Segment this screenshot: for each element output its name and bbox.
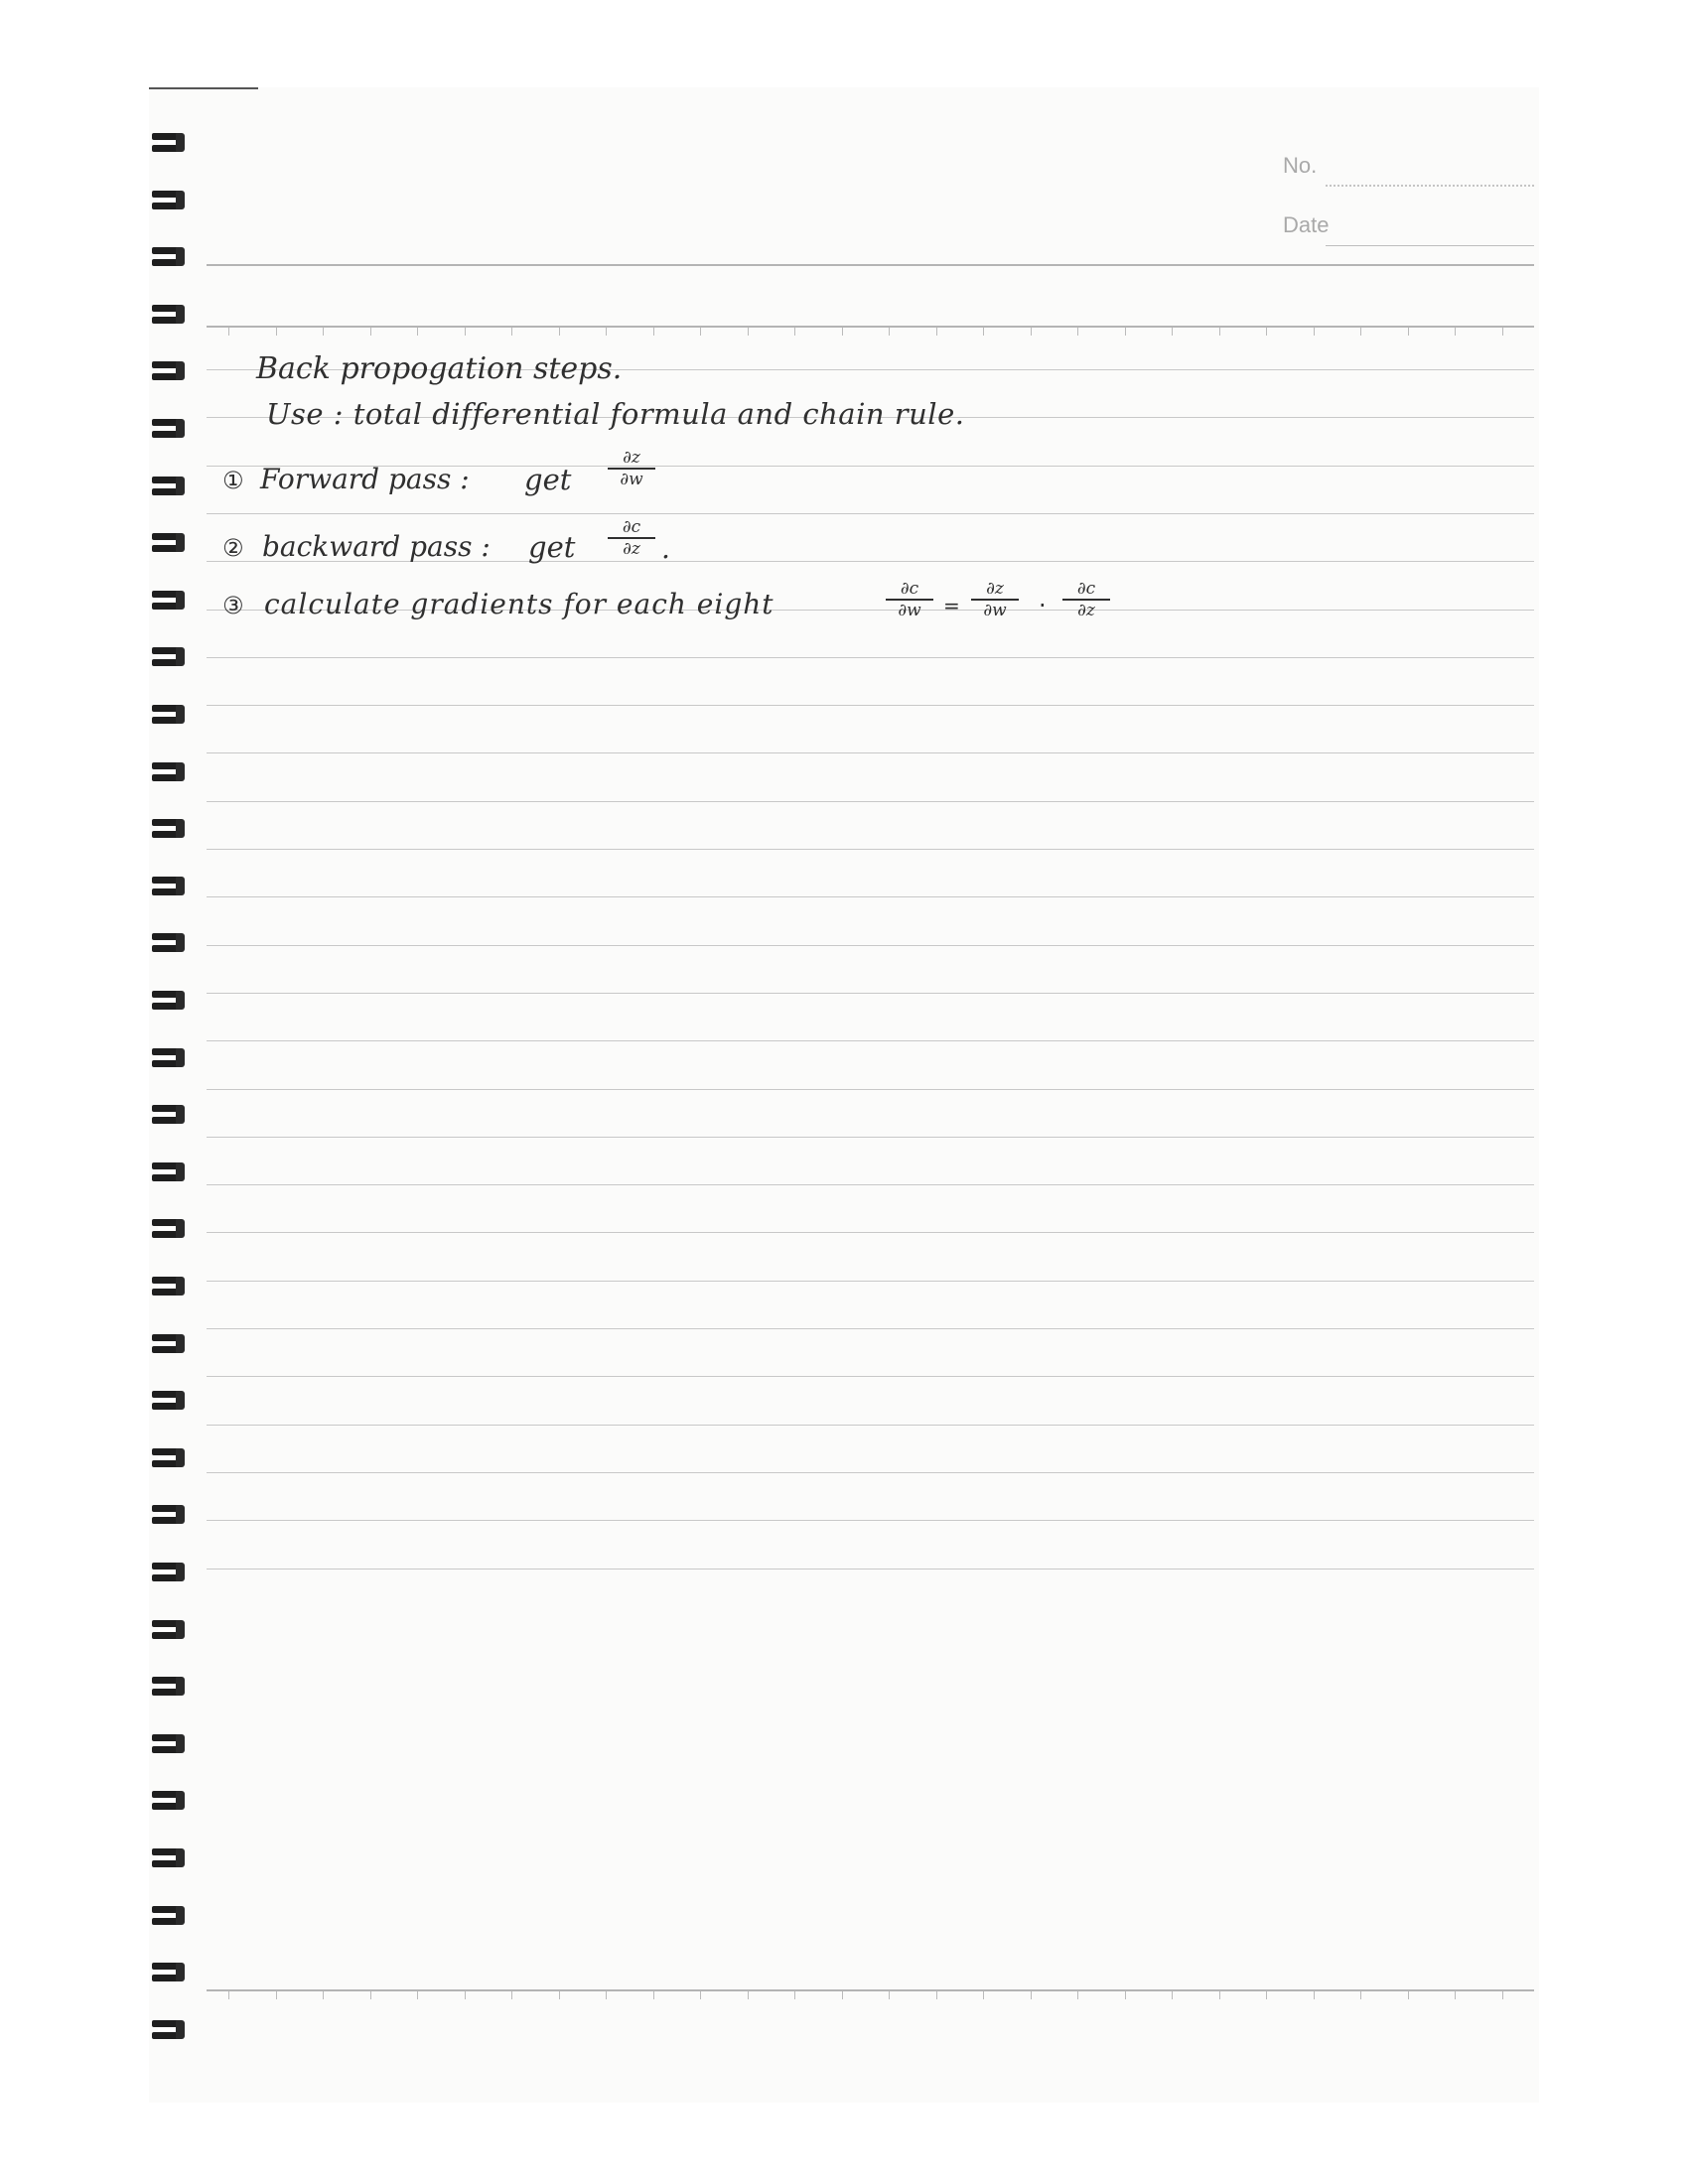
ruler-tick: [276, 328, 277, 336]
step2-get: get: [528, 530, 576, 564]
spiral-ring: [152, 1105, 189, 1125]
step2-frac-den: ∂z: [623, 538, 640, 559]
ruler-tick: [983, 1991, 984, 1999]
step3-r1-den: ∂w: [983, 600, 1007, 620]
ruler-tick: [983, 328, 984, 336]
spiral-ring: [152, 1963, 189, 1982]
ruler-tick: [794, 328, 795, 336]
ruler-tick: [1125, 1991, 1126, 1999]
ruled-line: [207, 1425, 1534, 1426]
ruled-line: [207, 849, 1534, 850]
ruler-tick: [1077, 328, 1078, 336]
spiral-ring: [152, 1391, 189, 1411]
spiral-ring: [152, 1334, 189, 1354]
ruler-tick: [370, 1991, 371, 1999]
ruler-tick: [842, 328, 843, 336]
step3-marker: ③: [222, 592, 244, 619]
spiral-ring: [152, 877, 189, 896]
ruler-tick: [1314, 328, 1315, 336]
ruled-line: [207, 993, 1534, 994]
spiral-ring: [152, 2020, 189, 2040]
ruler-tick: [1172, 328, 1173, 336]
ruler-tick: [1266, 1991, 1267, 1999]
step1-marker: ①: [222, 467, 244, 494]
step2-period: .: [661, 532, 670, 565]
ruler-tick: [1455, 328, 1456, 336]
step3-equals: =: [943, 594, 960, 617]
ruler-tick: [748, 1991, 749, 1999]
ruled-line: [207, 513, 1534, 514]
ruler-tick: [1077, 1991, 1078, 1999]
spiral-ring: [152, 1448, 189, 1468]
step3-lhs-fraction: [886, 580, 933, 619]
spiral-ring: [152, 1848, 189, 1868]
ruler-tick: [228, 1991, 229, 1999]
no-label: No.: [1283, 153, 1318, 178]
ruler-tick: [936, 1991, 937, 1999]
date-label: Date: [1283, 212, 1330, 237]
paper-sheet: [149, 87, 1539, 2103]
ruled-line: [207, 1281, 1534, 1282]
step1-frac-den: ∂w: [620, 469, 643, 489]
ruler-tick: [1031, 1991, 1032, 1999]
ruler-tick: [889, 328, 890, 336]
spiral-ring: [152, 361, 189, 381]
spiral-ring: [152, 591, 189, 611]
ruler-tick: [700, 328, 701, 336]
ruler-tick: [1360, 1991, 1361, 1999]
spiral-ring: [152, 1048, 189, 1068]
ruler-tick: [370, 328, 371, 336]
spiral-ring: [152, 191, 189, 210]
spiral-ring: [152, 1563, 189, 1582]
spiral-ring: [152, 419, 189, 439]
step2-marker: ②: [222, 534, 244, 562]
spiral-ring: [152, 1505, 189, 1525]
no-field-line: [1326, 185, 1534, 187]
ruled-line: [207, 1232, 1534, 1233]
bottom-rule: [207, 1989, 1534, 1991]
spiral-ring: [152, 762, 189, 782]
ruled-line: [207, 1040, 1534, 1041]
step2-label: backward pass :: [262, 530, 491, 563]
ruler-tick: [1502, 328, 1503, 336]
notes-title: Back propogation steps.: [256, 351, 623, 386]
step3-rhs1-fraction: [971, 580, 1019, 619]
ruler-tick: [606, 328, 607, 336]
spiral-ring: [152, 1277, 189, 1297]
ruler-tick: [465, 328, 466, 336]
page-top-edge: [149, 87, 258, 89]
ruler-tick: [1219, 1991, 1220, 1999]
step3-r2-den: ∂z: [1077, 600, 1095, 620]
ruler-tick: [606, 1991, 607, 1999]
ruler-tick: [511, 328, 512, 336]
ruled-line: [207, 1520, 1534, 1521]
spiral-ring: [152, 647, 189, 667]
ruler-tick: [417, 328, 418, 336]
ruler-tick: [1455, 1991, 1456, 1999]
ruler-tick: [1031, 328, 1032, 336]
date-field-line: [1326, 245, 1534, 246]
ruler-tick: [1172, 1991, 1173, 1999]
ruler-tick: [1219, 328, 1220, 336]
spiral-ring: [152, 133, 189, 153]
spiral-ring: [152, 1620, 189, 1640]
ruler-tick: [1125, 328, 1126, 336]
ruler-tick: [1502, 1991, 1503, 1999]
ruler-tick: [936, 328, 937, 336]
ruler-tick: [748, 328, 749, 336]
ruler-tick: [1408, 1991, 1409, 1999]
ruler-tick: [1266, 328, 1267, 336]
spiral-ring: [152, 991, 189, 1011]
ruled-line: [207, 801, 1534, 802]
ruler-tick: [1408, 328, 1409, 336]
ruled-line: [207, 896, 1534, 897]
spiral-ring: [152, 819, 189, 839]
ruled-line: [207, 705, 1534, 706]
spiral-ring: [152, 1677, 189, 1697]
ruler-tick: [653, 1991, 654, 1999]
spiral-ring: [152, 1162, 189, 1182]
spiral-ring: [152, 1906, 189, 1926]
step2-frac-num: ∂c: [622, 517, 641, 537]
step2-fraction: [608, 518, 655, 558]
step3-r1-num: ∂z: [986, 579, 1004, 599]
spiral-ring: [152, 1734, 189, 1754]
step1-label: Forward pass :: [260, 463, 470, 495]
step3-lhs-num: ∂c: [900, 579, 919, 599]
step1-get: get: [524, 463, 572, 496]
ruler-tick: [276, 1991, 277, 1999]
step3-r2-num: ∂c: [1076, 579, 1096, 599]
spiral-ring: [152, 1219, 189, 1239]
ruler-tick: [559, 1991, 560, 1999]
ruler-tick: [465, 1991, 466, 1999]
ruled-line: [207, 1472, 1534, 1473]
header-rule: [207, 326, 1534, 328]
ruler-tick: [228, 328, 229, 336]
ruler-tick: [700, 1991, 701, 1999]
ruled-line: [207, 1089, 1534, 1090]
step3-dot: ·: [1039, 592, 1047, 619]
spiral-ring: [152, 477, 189, 496]
spiral-ring: [152, 933, 189, 953]
ruler-tick: [511, 1991, 512, 1999]
ruler-tick: [889, 1991, 890, 1999]
ruler-tick: [559, 328, 560, 336]
notes-use-line: Use : total differential formula and chain rule.: [266, 397, 965, 431]
ruled-line: [207, 1376, 1534, 1377]
ruler-tick: [323, 328, 324, 336]
ruler-tick: [842, 1991, 843, 1999]
spiral-ring: [152, 305, 189, 325]
ruler-tick: [323, 1991, 324, 1999]
spiral-ring: [152, 247, 189, 267]
ruler-tick: [1314, 1991, 1315, 1999]
header-rule: [207, 264, 1534, 266]
spiral-ring: [152, 705, 189, 725]
spiral-ring: [152, 533, 189, 553]
ruled-line: [207, 1569, 1534, 1570]
ruled-line: [207, 1137, 1534, 1138]
spiral-ring: [152, 1791, 189, 1811]
ruled-line: [207, 752, 1534, 753]
ruler-tick: [794, 1991, 795, 1999]
step1-fraction: [608, 449, 655, 488]
ruled-line: [207, 1328, 1534, 1329]
ruler-tick: [653, 328, 654, 336]
ruled-line: [207, 657, 1534, 658]
ruler-tick: [1360, 328, 1361, 336]
ruler-tick: [417, 1991, 418, 1999]
step3-lhs-den: ∂w: [898, 600, 921, 620]
ruled-line: [207, 945, 1534, 946]
step1-frac-num: ∂z: [623, 448, 640, 468]
step3-rhs2-fraction: [1062, 580, 1110, 619]
step3-label: calculate gradients for each eight: [264, 588, 774, 620]
ruled-line: [207, 1184, 1534, 1185]
